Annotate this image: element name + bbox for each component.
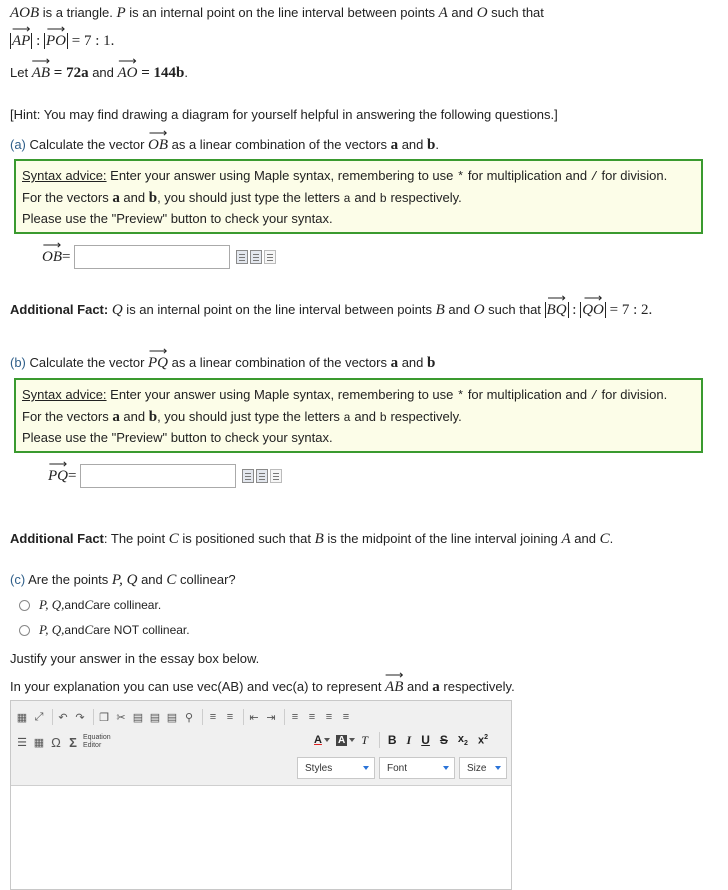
preview-icon[interactable]: [242, 469, 254, 483]
part-a-question: (a) Calculate the vector ⟶ OB as a linear combination of the vectors a and b.: [10, 137, 439, 154]
option-collinear[interactable]: P, Q, and C are collinear.: [19, 597, 161, 613]
numbered-list-icon[interactable]: ≡: [209, 711, 217, 723]
preview-icon[interactable]: [236, 250, 248, 264]
answer-row-ob: ⟶ OB =: [42, 245, 278, 269]
chevron-down-icon: [495, 766, 501, 770]
fact-c: Additional Fact: The point C is positioned such that B is the midpoint of the line interval joining A and C.: [10, 531, 614, 547]
font-color-button[interactable]: A: [314, 734, 322, 746]
fact-q: Additional Fact: Q is an internal point on the line interval between points B and O such that ⟶ BQ : ⟶ QO = 7 : 2.: [10, 302, 652, 319]
radio-not-collinear[interactable]: [19, 625, 30, 636]
chevron-down-icon[interactable]: [324, 738, 330, 742]
answer-input-pq[interactable]: [80, 464, 236, 488]
cut-icon[interactable]: ✂: [116, 711, 126, 724]
align-right-icon[interactable]: ≡: [325, 711, 333, 723]
subscript-button[interactable]: $x_2$: [457, 732, 468, 748]
preview-symbol-icon[interactable]: [250, 250, 262, 264]
toolbar-row-2: [15, 734, 111, 750]
intro-ratio: ⟶ AP : ⟶ PO = 7 : 1.: [10, 33, 114, 50]
triangle-aob: AOB: [10, 5, 40, 21]
syntax-advice-b: Syntax advice: Enter your answer using Maple syntax, remembering to use * for multiplication and / for division. For the vectors a and b, you should just type the letters a and b respectively. Please use the "Preview" button to check your syntax.: [14, 378, 703, 453]
help-doc-icon[interactable]: [264, 250, 276, 264]
table-icon[interactable]: ▦: [33, 736, 45, 749]
essay-text-area[interactable]: [11, 786, 511, 883]
sigma-icon[interactable]: Σ: [69, 734, 77, 750]
bg-color-button[interactable]: A: [337, 734, 346, 746]
align-center-icon[interactable]: ≡: [308, 711, 316, 723]
size-dropdown[interactable]: Size: [459, 757, 507, 779]
preview-buttons-ob: [236, 250, 278, 264]
justify-instruction: Justify your answer in the essay box below.: [10, 651, 260, 666]
chevron-down-icon: [363, 766, 369, 770]
intro-line-1: AOB is a triangle. P is an internal point on the line interval between points A and O such that: [10, 5, 544, 21]
undo-icon[interactable]: ↶: [58, 711, 68, 724]
outdent-icon[interactable]: ⇤: [249, 711, 259, 724]
chevron-down-icon[interactable]: [349, 738, 355, 742]
part-b-question: (b) Calculate the vector ⟶ PQ as a linear combination of the vectors a and b: [10, 355, 435, 372]
bold-button[interactable]: B: [387, 733, 397, 747]
syntax-advice-a: Syntax advice: Enter your answer using Maple syntax, remembering to use * for multiplication and / for division. For the vectors a and b, you should just type the letters a and b respectively. Please use the "Preview" button to check your syntax.: [14, 159, 703, 234]
preview-symbol-icon[interactable]: [256, 469, 268, 483]
option-not-collinear[interactable]: P, Q, and C are NOT collinear.: [19, 622, 190, 638]
source-icon[interactable]: ▦: [16, 711, 28, 724]
underline-button[interactable]: U: [421, 733, 430, 747]
hint: [Hint: You may find drawing a diagram for yourself helpful in answering the following questions.]: [10, 107, 558, 122]
copy-icon[interactable]: ❐: [99, 711, 109, 724]
answer-label-pq: ⟶ PQ: [48, 468, 68, 485]
paste-text-icon[interactable]: ▤: [149, 711, 161, 724]
find-icon[interactable]: ⚲: [184, 711, 194, 724]
preview-buttons-pq: [242, 469, 284, 483]
strikethrough-button[interactable]: S: [439, 733, 448, 747]
styles-dropdown[interactable]: Styles: [297, 757, 375, 779]
intro-let: Let ⟶ AB = 72a and ⟶ AO = 144b.: [10, 65, 188, 82]
bullet-list-icon[interactable]: ≡: [226, 711, 234, 723]
answer-input-ob[interactable]: [74, 245, 230, 269]
chevron-down-icon: [443, 766, 449, 770]
horizontal-rule-icon[interactable]: ☰: [17, 736, 27, 749]
superscript-button[interactable]: $x^2$: [477, 733, 488, 747]
redo-icon[interactable]: ↷: [75, 711, 85, 724]
radio-collinear[interactable]: [19, 600, 30, 611]
part-c-question: (c) Are the points P, Q and C collinear?: [10, 572, 236, 588]
toolbar-row-1: [15, 709, 356, 725]
align-left-icon[interactable]: ≡: [291, 711, 299, 723]
justify-icon[interactable]: ≡: [342, 711, 350, 723]
maximize-icon[interactable]: ⤢: [34, 710, 44, 723]
equation-editor-button[interactable]: Equation Editor: [83, 734, 111, 749]
answer-label-ob: ⟶ OB: [42, 249, 62, 266]
remove-format-button[interactable]: T: [361, 732, 368, 747]
help-doc-icon[interactable]: [270, 469, 282, 483]
paste-word-icon[interactable]: ▤: [166, 711, 178, 724]
special-char-icon[interactable]: Ω: [51, 734, 61, 750]
format-buttons: [314, 732, 493, 748]
answer-row-pq: ⟶ PQ =: [48, 464, 284, 488]
paste-icon[interactable]: ▤: [132, 711, 144, 724]
indent-icon[interactable]: ⇥: [266, 711, 276, 724]
font-dropdown[interactable]: Font: [379, 757, 455, 779]
italic-button[interactable]: I: [406, 732, 412, 747]
explanation-instruction: In your explanation you can use vec(AB) and vec(a) to represent ⟶ AB and a respectively.: [10, 679, 515, 696]
